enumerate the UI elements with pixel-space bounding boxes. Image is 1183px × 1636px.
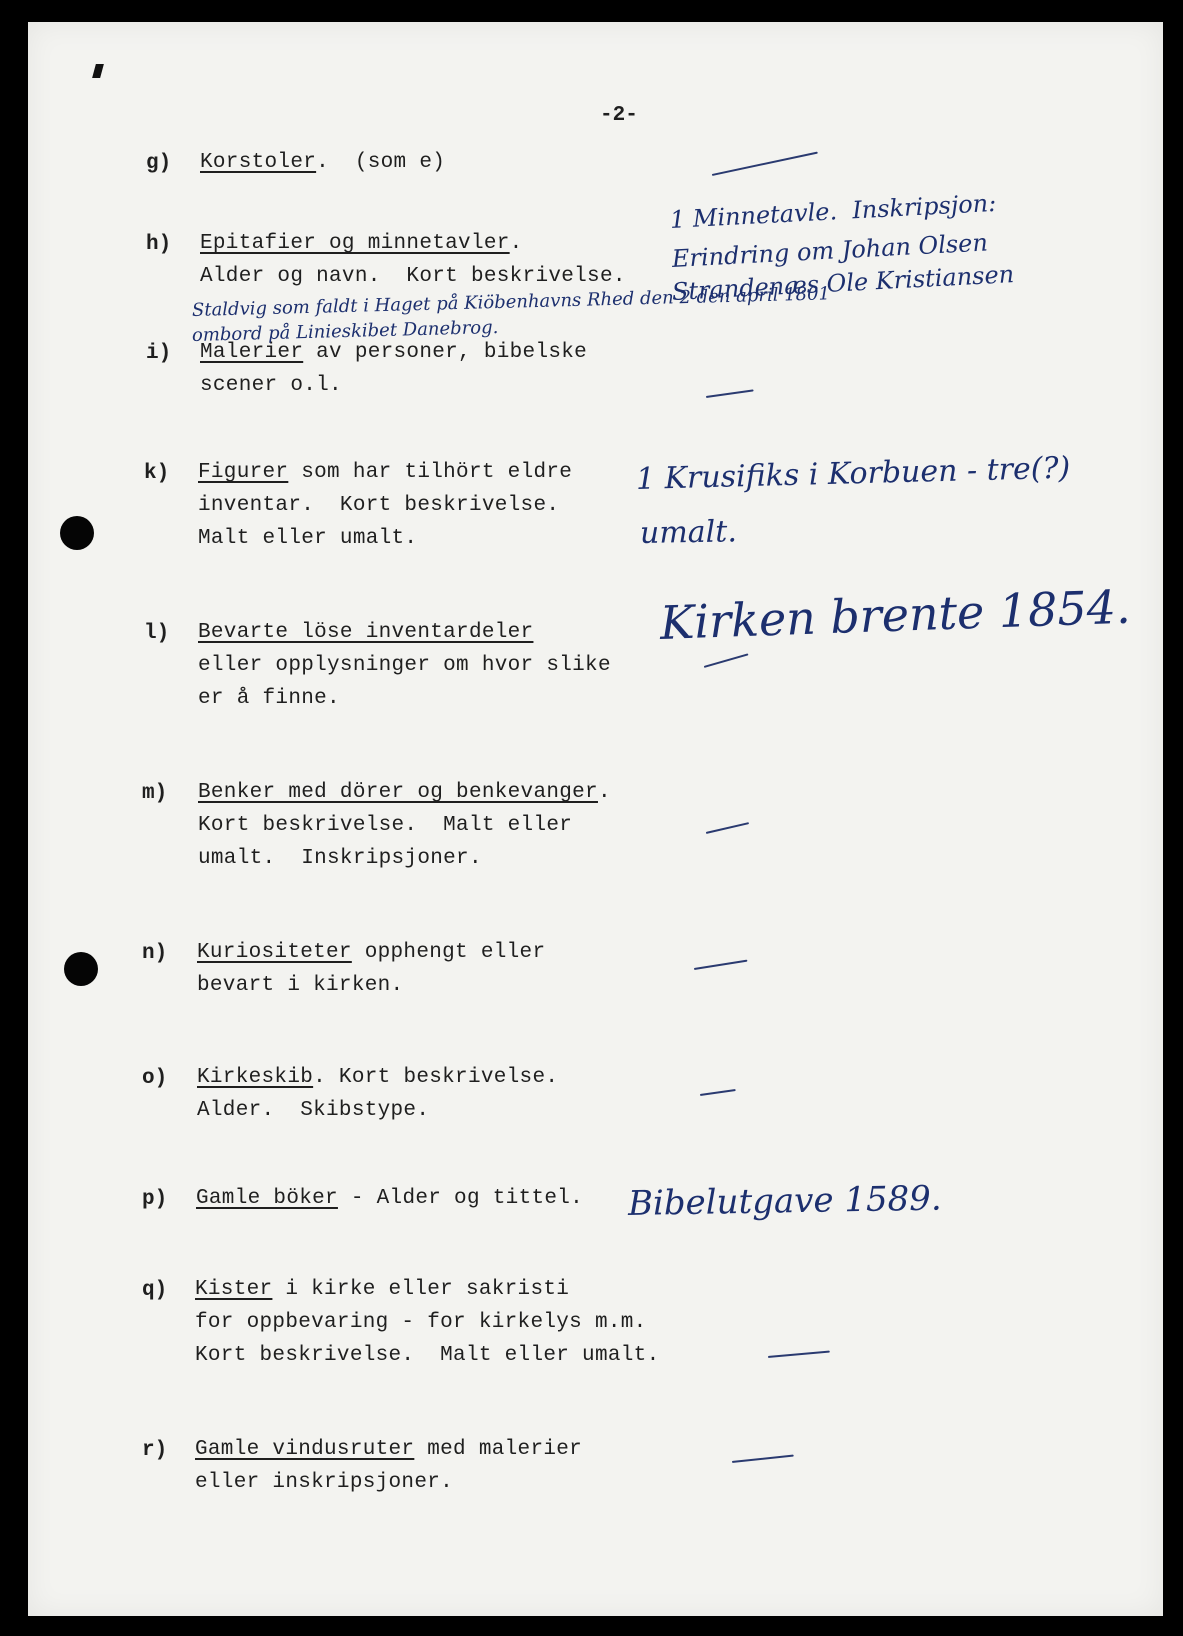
item-line: umalt. Inskripsjoner. <box>198 847 482 870</box>
item-rest: - Alder og tittel. <box>337 1187 584 1210</box>
item-letter: m) <box>142 782 168 805</box>
item-line: Kort beskrivelse. Malt eller umalt. <box>195 1344 660 1367</box>
item-h <box>200 227 626 293</box>
item-g <box>200 146 445 179</box>
item-title: Kuriositeter <box>197 941 352 964</box>
item-letter: g) <box>146 152 172 175</box>
item-title: Epitafier og minnetavler <box>200 232 510 255</box>
item-line: Malt eller umalt. <box>198 527 418 550</box>
item-line: inventar. Kort beskrivelse. <box>198 494 560 517</box>
item-letter: r) <box>142 1439 168 1462</box>
item-rest: . (som e) <box>316 151 446 174</box>
item-title: Benker med dörer og benkevanger <box>198 781 598 804</box>
item-line: Kort beskrivelse. Malt eller <box>198 814 573 837</box>
item-rest: av personer, bibelske <box>303 341 588 364</box>
page-number: -2- <box>600 104 638 127</box>
item-letter: o) <box>142 1067 168 1090</box>
handwritten-note: 1 Minnetavle. Inskripsjon: <box>669 188 997 234</box>
item-line: eller opplysninger om hvor slike <box>198 654 611 677</box>
handwritten-note: Strandenæs Ole Kristiansen <box>671 260 1015 306</box>
item-letter: q) <box>142 1279 168 1302</box>
punch-hole <box>60 516 94 550</box>
punch-hole <box>64 952 98 986</box>
item-line: eller inskripsjoner. <box>195 1471 454 1494</box>
item-k <box>198 456 572 555</box>
item-title: Gamle vindusruter <box>195 1438 415 1461</box>
item-m <box>198 776 611 875</box>
item-letter: p) <box>142 1188 168 1211</box>
item-rest: . <box>509 232 523 255</box>
item-p <box>196 1182 583 1215</box>
item-rest: i kirke eller sakristi <box>272 1278 570 1301</box>
item-line: scener o.l. <box>200 374 342 397</box>
item-title: Malerier <box>200 341 304 364</box>
item-title: Korstoler <box>200 151 317 174</box>
item-o <box>197 1061 558 1127</box>
item-rest: . Kort beskrivelse. <box>313 1066 559 1089</box>
item-title: Kister <box>195 1278 273 1301</box>
item-line: bevart i kirken. <box>197 974 404 997</box>
handwritten-note: Kirken brente 1854. <box>659 579 1132 650</box>
item-title: Gamle böker <box>196 1187 338 1210</box>
item-l <box>198 616 611 715</box>
item-letter: l) <box>144 622 170 645</box>
handwritten-note: ombord på Linieskibet Danebrog. <box>191 316 499 346</box>
item-letter: i) <box>146 342 172 365</box>
item-letter: h) <box>146 233 172 256</box>
item-title: Kirkeskib <box>197 1066 314 1089</box>
item-i <box>200 336 587 402</box>
item-title: Bevarte löse inventardeler <box>198 621 534 644</box>
item-r <box>195 1433 582 1499</box>
handwritten-note: 1 Krusifiks i Korbuen - tre(?) <box>635 450 1071 497</box>
handwritten-note: Bibelutgave 1589. <box>627 1178 942 1224</box>
handwritten-note: Staldvig som faldt i Haget på Kiöbenhavns Rhed den 2 den april 1801 <box>191 283 831 321</box>
item-letter: n) <box>142 942 168 965</box>
item-line: Alder. Skibstype. <box>197 1099 430 1122</box>
item-letter: k) <box>144 462 170 485</box>
handwritten-note: umalt. <box>639 514 738 551</box>
item-line: Alder og navn. Kort beskrivelse. <box>200 265 626 288</box>
item-rest: opphengt eller <box>351 941 546 964</box>
item-rest: . <box>597 781 611 804</box>
item-n <box>197 936 545 1002</box>
handwritten-note: Erindring om Johan Olsen <box>671 228 989 273</box>
item-q <box>195 1273 659 1372</box>
item-line: er å finne. <box>198 687 340 710</box>
item-title: Figurer <box>198 461 289 484</box>
item-rest: med malerier <box>414 1438 583 1461</box>
item-line: for oppbevaring - for kirkelys m.m. <box>195 1311 647 1334</box>
item-rest: som har tilhört eldre <box>288 461 573 484</box>
